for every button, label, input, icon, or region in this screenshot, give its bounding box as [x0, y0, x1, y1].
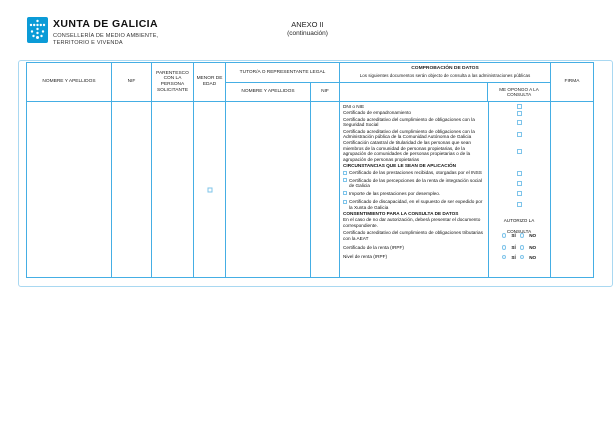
autorizo-la-consulta-label: AUTORIZO LA CONSULTA	[503, 218, 535, 234]
tutor-subheader	[226, 83, 339, 101]
comprobacion-divider	[488, 102, 489, 277]
col-header-nombre: NOMBRE Y APELLIDOS	[27, 63, 111, 102]
comprobacion-header	[340, 63, 550, 102]
comprobacion-title: COMPROBACIÓN DE DATOS	[411, 66, 479, 72]
doc-row-dni	[340, 104, 550, 109]
tutor-header	[226, 63, 339, 102]
parentesco-input-cell[interactable]	[152, 102, 193, 277]
column-menor-de-edad	[194, 63, 226, 277]
consentimiento-title: CONSENTIMIENTO PARA LA CONSULTA DE DATOS	[343, 210, 459, 216]
tutor-nif-input-cell[interactable]	[311, 102, 339, 277]
comprobacion-subheader-row	[340, 83, 550, 101]
form-table	[26, 62, 594, 278]
circ-label: Certificado de discapacidad, en el supuesto de ser expedido por la Xunta de Galicia	[349, 199, 483, 210]
circ-row-desempleo	[340, 191, 550, 196]
opongo-checkbox-inss[interactable]	[517, 171, 522, 176]
doc-label: Certificado de empadronamiento	[343, 110, 412, 116]
tutor-nombre-input-cell[interactable]	[226, 102, 311, 277]
annex-subtitle: (continuación)	[287, 30, 328, 37]
annex-heading	[0, 20, 615, 37]
doc-label: Certificación catastral de titularidad de las personas que sean miembros de la comunidad de personas propietarias, de la agrupación de comunidades de personas propietarias o de la agrupación de personas propietarias	[343, 140, 471, 162]
circ-row-inss	[340, 170, 550, 175]
column-tutor	[226, 63, 340, 277]
doc-label: DNI o NIE	[343, 104, 365, 109]
radio-row-renta: Certificado de la renta (IRPF) SÍ NO	[340, 245, 550, 250]
col-header-tutor-nombre: NOMBRE Y APELLIDOS	[226, 83, 311, 101]
opongo-checkbox-dni[interactable]	[517, 104, 522, 109]
tutor-body	[226, 102, 339, 277]
nivel-renta-si-radio[interactable]	[502, 255, 507, 260]
annex-title: ANEXO II	[291, 20, 324, 29]
circ-row-discapacidad	[340, 199, 550, 210]
column-nif	[112, 63, 152, 277]
circ-label: Certificado de las prestaciones recibidas, otorgadas por el INSS	[349, 170, 482, 176]
radio-label: Nivel de renta (IRPF)	[343, 254, 388, 260]
doc-label: Certificado acreditativo del cumplimiento de obligaciones con la Administración pública de la Comunidad Autónoma de Galicia	[343, 128, 475, 140]
nif-input-cell[interactable]	[112, 102, 151, 277]
circunstancias-title: CIRCUNSTANCIAS QUE LE SEAN DE APLICACIÓN	[343, 163, 457, 169]
org-name: XUNTA DE GALICIA	[53, 18, 158, 30]
col-header-nif: NIF	[112, 63, 151, 102]
column-comprobacion	[340, 63, 551, 277]
circ-checkbox-inss[interactable]	[343, 171, 347, 175]
org-dept-line2: TERRITORIO E VIVENDA	[53, 40, 123, 46]
renta-no-radio[interactable]	[520, 245, 525, 250]
nombre-input-cell[interactable]	[27, 102, 111, 277]
opongo-checkbox-risga[interactable]	[517, 181, 522, 186]
circ-checkbox-desempleo[interactable]	[343, 191, 347, 195]
comprobacion-subtitle: Los siguientes documentos serán objecto de consulta a las administraciones públicas	[359, 73, 531, 78]
opongo-checkbox-discapacidad[interactable]	[517, 202, 522, 207]
me-opongo-header: ME OPONGO A LA CONSULTA	[499, 86, 539, 97]
col-header-tutor: TUTOR/A O REPRESENTANTE LEGAL	[226, 63, 339, 83]
opongo-checkbox-desempleo[interactable]	[517, 191, 522, 196]
comprobacion-title-block	[340, 63, 550, 83]
column-firma	[551, 63, 593, 277]
column-parentesco	[152, 63, 194, 277]
opongo-checkbox-empadronamiento[interactable]	[517, 111, 522, 116]
menor-cell	[194, 102, 225, 277]
col-header-tutor-nif: NIF	[321, 89, 329, 95]
doc-label: Certificado acreditativo del cumplimiento de obligaciones con la Seguridad Social	[343, 116, 475, 128]
doc-row-catastral	[340, 140, 550, 162]
renta-si-radio[interactable]	[502, 245, 507, 250]
doc-row-empadronamiento	[340, 110, 550, 115]
circ-checkbox-risga[interactable]	[343, 178, 347, 182]
doc-row-seguridad-social	[340, 117, 550, 128]
radio-row-aeat: Certificado acreditativo del cumplimiento de obligaciones tributarias con la AEAT SÍ NO	[340, 230, 550, 241]
consentimiento-note: En el caso de no dar autorización, deberá presentar el documento correspondiente.	[343, 217, 481, 228]
radio-label: Certificado acreditativo del cumplimiento de obligaciones tributarias con la AEAT	[343, 230, 483, 241]
comprobacion-subheader-blank	[340, 83, 488, 101]
col-header-firma: FIRMA	[551, 63, 593, 102]
circ-label: Importe de las prestaciones por desempleo.	[349, 190, 441, 196]
circunstancias-title-row	[340, 163, 550, 168]
circ-label: Certificado de las percepciones de la renta de integración social de Galicia	[349, 177, 482, 189]
opongo-checkbox-seguridad-social[interactable]	[517, 120, 522, 125]
comprobacion-body	[340, 102, 550, 277]
nivel-renta-no-radio[interactable]	[520, 255, 525, 260]
opongo-checkbox-admin-galicia[interactable]	[517, 132, 522, 137]
doc-row-admin-galicia	[340, 129, 550, 140]
circ-checkbox-discapacidad[interactable]	[343, 200, 347, 204]
column-nombre	[27, 63, 112, 277]
org-dept-line1: CONSELLERÍA DE MEDIO AMBIENTE,	[53, 33, 159, 39]
radio-row-nivel-renta: Nivel de renta (IRPF) SÍ NO	[340, 254, 550, 259]
radio-label: Certificado de la renta (IRPF)	[343, 244, 404, 250]
circ-row-risga	[340, 178, 550, 189]
col-header-menor: MENOR DE EDAD	[194, 63, 225, 102]
menor-de-edad-checkbox[interactable]	[207, 187, 212, 192]
firma-input-cell[interactable]	[551, 102, 593, 277]
col-header-parentesco: PARENTESCO CON LA PERSONA SOLICITANTE	[152, 63, 193, 102]
opongo-checkbox-catastral[interactable]	[517, 149, 522, 154]
